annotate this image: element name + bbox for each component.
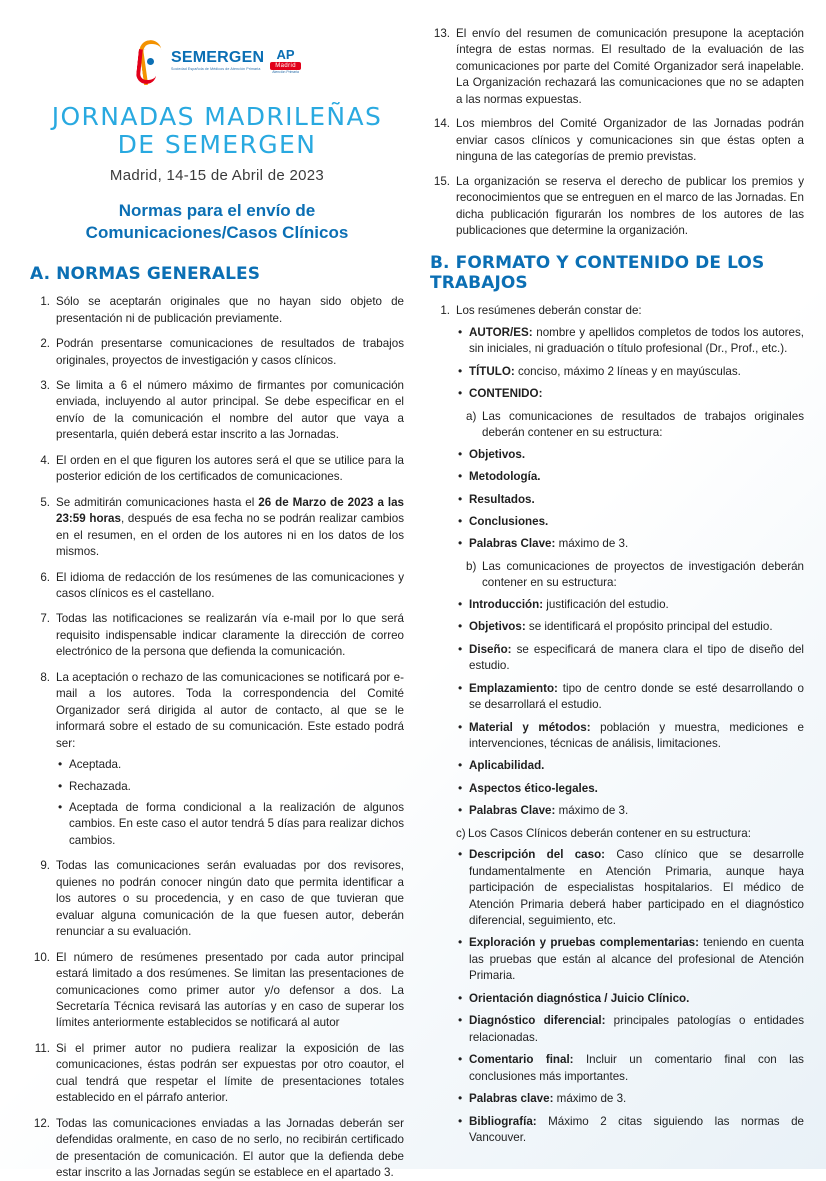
item-text: Sólo se aceptarán originales que no hayan sido objeto de presentación ni de publicación previamente. bbox=[56, 295, 404, 325]
list-item bbox=[456, 325, 804, 358]
bullet-label: Material y métodos: bbox=[469, 720, 591, 734]
item-number: 7. bbox=[40, 612, 50, 626]
list-item bbox=[456, 1052, 804, 1085]
item-text: El número de resúmenes presentado por cada autor principal estará limitado a dos resúmenes. Se limitan las presentaciones de comunicaciones como primer autor y/o defensor a dos. La Secretaría Técnica revisará las autorías y en caso de superar los límites anteriormente establecidos se notificará al autor bbox=[56, 950, 404, 1030]
bullet-label: TÍTULO: bbox=[469, 364, 515, 378]
bullet-label: Objetivos: bbox=[469, 620, 526, 634]
list-item bbox=[30, 570, 404, 603]
list-item: • Aceptada de forma condicional a la realización de algunos cambios. En este caso el autor tendrá 5 días para realizar dichos cambios. bbox=[56, 800, 404, 849]
item-number: 14. bbox=[433, 117, 450, 131]
bullet-text: máximo de 3. bbox=[555, 804, 629, 818]
list-item bbox=[430, 26, 804, 108]
event-title-line1: JORNADAS MADRILEÑAS bbox=[51, 102, 383, 131]
bullet-label: Emplazamiento: bbox=[469, 681, 558, 695]
list-item bbox=[456, 681, 804, 714]
event-title-line2: DE SEMERGEN bbox=[117, 129, 317, 159]
item-8-sub-list bbox=[56, 757, 404, 849]
bullet-label: Diseño: bbox=[469, 642, 512, 656]
bullet-label: Palabras Clave: bbox=[469, 804, 556, 818]
block-letter: b) bbox=[466, 559, 477, 573]
document-title bbox=[30, 200, 404, 244]
bullet-label: Orientación diagnóstica / Juicio Clínico. bbox=[469, 991, 690, 1005]
list-item bbox=[456, 597, 804, 613]
section-a-list-continued bbox=[430, 26, 804, 239]
bullet-text: Máximo 2 citas siguiendo las normas de Vancouver. bbox=[469, 1114, 804, 1145]
list-item bbox=[30, 336, 404, 369]
bullet-label: Comentario final: bbox=[469, 1053, 574, 1067]
block-c-heading bbox=[456, 826, 804, 842]
item-number: 1. bbox=[440, 304, 450, 318]
item-text: La aceptación o rechazo de las comunicaciones se notificará por e-mail a los autores. Toda la correspondencia del Comité Organizador será dirigida al autor de contacto, al que se le informará sobre el estado de su comunicación. Este estado podrá ser: bbox=[56, 670, 404, 750]
bullet-text: principales patologías o entidades relacionadas. bbox=[469, 1014, 804, 1044]
list-item bbox=[456, 492, 804, 508]
block-a-heading bbox=[456, 409, 804, 442]
block-text: Las comunicaciones de resultados de trabajos originales deberán contener en su estructura: bbox=[482, 409, 804, 440]
list-item bbox=[430, 116, 804, 165]
item-text: Podrán presentarse comunicaciones de resultados de trabajos originales, proyectos de investigación y casos clínicos. bbox=[56, 337, 404, 367]
item-text: Todas las comunicaciones serán evaluadas por dos revisores, quienes no podrán conocer ningún dato que permita identificar a los autores o su procedencia, y en caso de que tuvieran que evaluar alguna comunicación de la que fuesen autor, deberán renunciar a su evaluación. bbox=[56, 859, 404, 939]
two-column-layout bbox=[30, 26, 805, 1180]
bullet-label: Aplicabilidad. bbox=[469, 759, 545, 773]
bullet-label: Bibliografía: bbox=[469, 1114, 537, 1128]
item-number: 6. bbox=[40, 570, 50, 584]
section-b-top-bullets bbox=[456, 325, 804, 403]
list-item bbox=[456, 364, 804, 380]
item-number: 12. bbox=[33, 1116, 50, 1130]
item-text: Si el primer autor no pudiera realizar la exposición de las comunicaciones, éstas podrán ser expuestas por otro coautor, el cual tendrá que respetar el límite de presentaciones totales establecido en el párrafo anterior. bbox=[56, 1041, 404, 1105]
bullet-text: Caso clínico que se desarrolle fundamentalmente en Atención Primaria, aunque haya participación de especialistas hospitalarios. El médico de Atención Primaria deberá haber participado en el diagnóstico diferencial, seguimiento, etc. bbox=[469, 848, 805, 928]
list-item bbox=[456, 642, 804, 675]
bullet-text: población y muestra, mediciones e intervenciones, técnicas de análisis, limitaciones. bbox=[469, 720, 804, 750]
list-item bbox=[30, 495, 404, 561]
section-a-title: A. NORMAS GENERALES bbox=[30, 264, 261, 285]
semergen-brand-sub: Sociedad Española de Médicos de Atención Primaria bbox=[171, 66, 261, 71]
block-letter: c) bbox=[456, 826, 466, 840]
item-number: 13. bbox=[433, 27, 450, 40]
item-text: Todas las notificaciones se realizarán vía e-mail por lo que será requisito indispensable indicar claramente la dirección de correo electrónico de la persona que defienda la comunicación. bbox=[56, 612, 404, 659]
item-number: 9. bbox=[40, 859, 50, 873]
bullet-label: Metodología. bbox=[469, 470, 541, 484]
list-item bbox=[456, 469, 804, 485]
block-b-heading bbox=[456, 559, 804, 592]
bullet-label: Objetivos. bbox=[469, 447, 526, 461]
bullet-label: Resultados. bbox=[469, 492, 535, 506]
list-item bbox=[430, 174, 804, 240]
bullet-label: Descripción del caso: bbox=[469, 848, 606, 862]
list-item bbox=[30, 611, 404, 660]
list-item bbox=[456, 619, 804, 635]
madrid-badge: Madrid bbox=[270, 62, 301, 70]
bullet-label: Palabras Clave: bbox=[469, 537, 556, 551]
event-title bbox=[30, 103, 404, 158]
bullet-text: Incluir un comentario final con las conclusiones más importantes. bbox=[469, 1053, 804, 1083]
item-text-bold: 26 de Marzo de 2023 a las 23:59 horas bbox=[56, 495, 404, 526]
item-text: El envío del resumen de comunicación presupone la aceptación íntegra de estas normas. El resultado de la evaluación de las comunicaciones por parte del Comité Organizador será inapelable. La Organización rechazará las comunicaciones que no se adapten a las normas expuestas. bbox=[456, 27, 804, 106]
list-item: • Rechazada. bbox=[56, 779, 404, 795]
bullet-text: se identificará el propósito principal del estudio. bbox=[525, 620, 773, 634]
block-letter: a) bbox=[466, 409, 477, 423]
list-item bbox=[30, 1041, 404, 1107]
item-text: El idioma de redacción de los resúmenes de las comunicaciones y casos clínicos es el castellano. bbox=[56, 570, 404, 600]
item-number: 8. bbox=[40, 670, 50, 684]
list-item bbox=[30, 1116, 404, 1181]
bullet-text: conciso, máximo 2 líneas y en mayúsculas. bbox=[514, 364, 741, 378]
block-b-bullets bbox=[456, 597, 804, 820]
bullet-label: CONTENIDO: bbox=[469, 387, 543, 401]
section-b-title: B. FORMATO Y CONTENIDO DE LOS TRABAJOS bbox=[430, 253, 765, 294]
list-item bbox=[456, 1091, 804, 1107]
bullet-text: justificación del estudio. bbox=[543, 597, 669, 611]
item-text-pre: Se admitirán comunicaciones hasta el bbox=[56, 495, 259, 509]
block-c-bullets bbox=[456, 847, 804, 1146]
bullet-text: máximo de 3. bbox=[555, 537, 629, 551]
bullet-label: Introducción: bbox=[469, 597, 544, 611]
list-item bbox=[456, 1013, 804, 1046]
bullet-text: se especificará de manera clara el tipo de diseño del estudio. bbox=[469, 642, 804, 673]
list-item bbox=[456, 720, 804, 753]
list-item bbox=[30, 670, 404, 850]
list-item bbox=[456, 514, 804, 530]
block-text: Las comunicaciones de proyectos de investigación deberán contener en su estructura: bbox=[482, 559, 804, 590]
list-item bbox=[30, 858, 404, 940]
bullet-text: máximo de 3. bbox=[553, 1092, 627, 1106]
item-text: La organización se reserva el derecho de publicar los premios y reconocimientos que se entreguen en el marco de las Jornadas. En dicha publicación figurarán los nombres de los autores de las publicaciones que determine la organización. bbox=[456, 174, 804, 237]
bullet-label: Exploración y pruebas complementarias: bbox=[469, 936, 699, 950]
list-item bbox=[456, 536, 804, 552]
block-text: Los Casos Clínicos deberán contener en su estructura: bbox=[468, 826, 751, 840]
item-number: 11. bbox=[34, 1041, 50, 1055]
bullet-label: AUTOR/ES: bbox=[469, 325, 533, 339]
item-number: 1. bbox=[40, 295, 50, 309]
bullet-label: Palabras clave: bbox=[469, 1092, 554, 1106]
semergen-brand: SEMERGEN bbox=[171, 49, 265, 67]
item-number: 5. bbox=[40, 495, 50, 509]
list-item: • Aceptada. bbox=[56, 757, 404, 773]
list-item bbox=[456, 803, 804, 819]
list-item bbox=[456, 991, 804, 1007]
item-text: El orden en el que figuren los autores será el que se utilice para la posterior edición de los certificados de comunicaciones. bbox=[56, 453, 404, 484]
item-number: 3. bbox=[40, 379, 50, 392]
list-item bbox=[456, 847, 804, 929]
list-item bbox=[30, 378, 404, 444]
item-text: Todas las comunicaciones enviadas a las Jornadas deberán ser defendidas oralmente, en caso de no serlo, no recibirán certificado de presentación de comunicación. El autor que la defienda debe estar inscrito a las Jornadas según se establece en el apartado 3. bbox=[56, 1116, 404, 1180]
item-number: 2. bbox=[40, 337, 50, 351]
section-a-list bbox=[30, 294, 404, 1181]
list-item bbox=[456, 781, 804, 797]
event-date: Madrid, 14-15 de Abril de 2023 bbox=[109, 167, 325, 184]
bullet-text: tipo de centro donde se esté desarrollando o se desarrollará el estudio. bbox=[469, 681, 804, 712]
bullet-label: Aspectos ético-legales. bbox=[469, 781, 598, 795]
item-number: 15. bbox=[433, 174, 450, 188]
item-text: Los resúmenes deberán constar de: bbox=[456, 304, 642, 318]
logo-block bbox=[30, 38, 404, 89]
list-item bbox=[456, 1114, 804, 1147]
document-title-line1: Normas para el envío de bbox=[118, 201, 316, 220]
ap-madrid-logo bbox=[270, 48, 301, 74]
item-number: 10. bbox=[33, 950, 50, 964]
item-number: 4. bbox=[40, 453, 50, 467]
list-item bbox=[30, 294, 404, 327]
semergen-mark-icon bbox=[133, 38, 167, 84]
list-item bbox=[30, 950, 404, 1032]
bullet-text: nombre y apellidos completos de todos los autores, sin iniciales, ni graduación o título profesional (Dr., Prof., etc.). bbox=[469, 325, 804, 356]
ap-sub-label: Atención Primaria bbox=[272, 69, 299, 74]
item-text: Se limita a 6 el número máximo de firmantes por comunicación enviada, incluyendo al autor principal. Se debe especificar en el envío de la comunicación el nombre del autor que vaya a presentarla, quién deberá estar inscrito a las Jornadas. bbox=[56, 379, 404, 442]
list-item bbox=[456, 758, 804, 774]
list-item bbox=[456, 935, 804, 984]
block-a-bullets bbox=[456, 447, 804, 553]
list-item bbox=[456, 447, 804, 463]
bullet-label: Diagnóstico diferencial: bbox=[469, 1014, 606, 1028]
section-b-list bbox=[430, 303, 804, 1146]
ap-label: AP bbox=[276, 46, 295, 62]
left-column bbox=[30, 26, 405, 1180]
semergen-wordmark bbox=[171, 50, 264, 71]
item-text-post: , después de esa fecha no se podrán realizar cambios en el resumen, en el orden de los autores ni en los datos de los mismos. bbox=[56, 512, 405, 559]
item-text: Los miembros del Comité Organizador de las Jornadas podrán enviar casos clínicos y comunicaciones sin que éstas opten a ninguna de las categorías de premio previstas. bbox=[456, 117, 804, 164]
list-item bbox=[456, 386, 804, 402]
right-column bbox=[430, 26, 804, 1151]
semergen-logo bbox=[133, 38, 301, 84]
bullet-text: teniendo en cuenta las pruebas que están al alcance del profesional de Atención Primaria. bbox=[469, 936, 804, 983]
bullet-label: Conclusiones. bbox=[469, 514, 549, 528]
document-title-line2: Comunicaciones/Casos Clínicos bbox=[85, 223, 349, 243]
list-item bbox=[430, 303, 804, 1146]
list-item bbox=[30, 453, 404, 486]
